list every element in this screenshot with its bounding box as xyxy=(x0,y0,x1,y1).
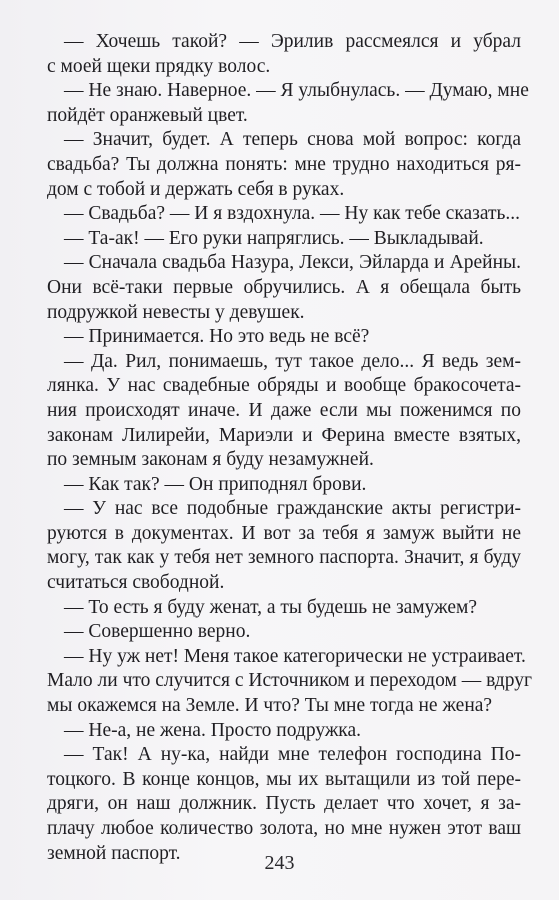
text-line: — Совершенно верно. xyxy=(64,621,251,643)
text-line: — Не-а, не жена. Просто подружка. xyxy=(64,719,362,741)
text-line: — Как так? — Он приподнял брови. xyxy=(64,473,367,495)
text-line: — Принимается. Но это ведь не всё? xyxy=(64,326,370,348)
text-line: законам Лилирейи, Мариэли и Ферина вместе взятых, xyxy=(47,424,521,446)
text-line: — Сначала свадьба Назура, Лекси, Эйларда и Арейны. xyxy=(64,252,521,274)
text-line: могу, так как у тебя нет земного паспорта. Значит, я буду xyxy=(47,547,521,569)
text-line: — То есть я буду женат, а ты будешь не замужем? xyxy=(64,596,477,618)
text-line: мы окажемся на Земле. И что? Ты мне тогда не жена? xyxy=(47,695,493,717)
text-line: плачу любое количество золота, но мне нужен этот ваш xyxy=(47,818,521,839)
text-line: — Свадьба? — И я вздохнула. — Ну как тебе сказать... xyxy=(64,203,521,225)
page-number: 243 xyxy=(264,852,295,874)
text-line: ния происходят иначе. И даже если мы поженимся по xyxy=(47,399,521,421)
text-line: — Значит, будет. А теперь снова мой вопрос: когда xyxy=(64,129,521,151)
text-line: — Хочешь такой? — Эрилив рассмеялся и убрал xyxy=(64,31,521,52)
text-line: — Та-ак! — Его руки напряглись. — Выкладывай. xyxy=(64,227,484,249)
text-line: — У нас все подобные гражданские акты регистри- xyxy=(64,498,521,520)
text-line: свадьба? Ты должна понять: мне трудно находиться ря- xyxy=(47,153,521,175)
text-line: Мало ли что случится с Источником и переходом — вдруг xyxy=(47,670,532,692)
text-line: Они всё-таки первые обручились. А я обещала быть xyxy=(47,276,521,298)
text-line: — Не знаю. Наверное. — Я улыбнулась. — Думаю, мне xyxy=(64,80,529,102)
text-line: — Да. Рил, понимаешь, тут такое дело... Я ведь зем- xyxy=(64,350,521,372)
text-line: дряги, он наш должник. Пусть делает что хочет, я за- xyxy=(47,793,521,815)
text-line: тоцкого. В конце концов, мы их вытащили из той пере- xyxy=(47,768,521,790)
text-line: по земным законам я буду незамужней. xyxy=(47,449,374,471)
text-line: с моей щеки прядку волос. xyxy=(47,55,271,77)
text-line: дом с тобой и держать себя в руках. xyxy=(47,178,345,200)
text-line: лянка. У нас свадебные обряды и вообще бракосочета- xyxy=(47,375,521,397)
text-line: земной паспорт. xyxy=(47,842,181,864)
text-line: подружкой невесты у девушек. xyxy=(47,301,305,323)
text-line: считаться свободной. xyxy=(47,572,225,594)
text-line: пойдёт оранжевый цвет. xyxy=(47,104,248,126)
text-line: руются в документах. И вот за тебя я замуж выйти не xyxy=(47,522,521,544)
text-line: — Ну уж нет! Меня такое категорически не устраивает. xyxy=(64,645,526,667)
text-line: — Так! А ну-ка, найди мне телефон господина По- xyxy=(64,744,521,766)
page-body-text xyxy=(47,30,532,866)
